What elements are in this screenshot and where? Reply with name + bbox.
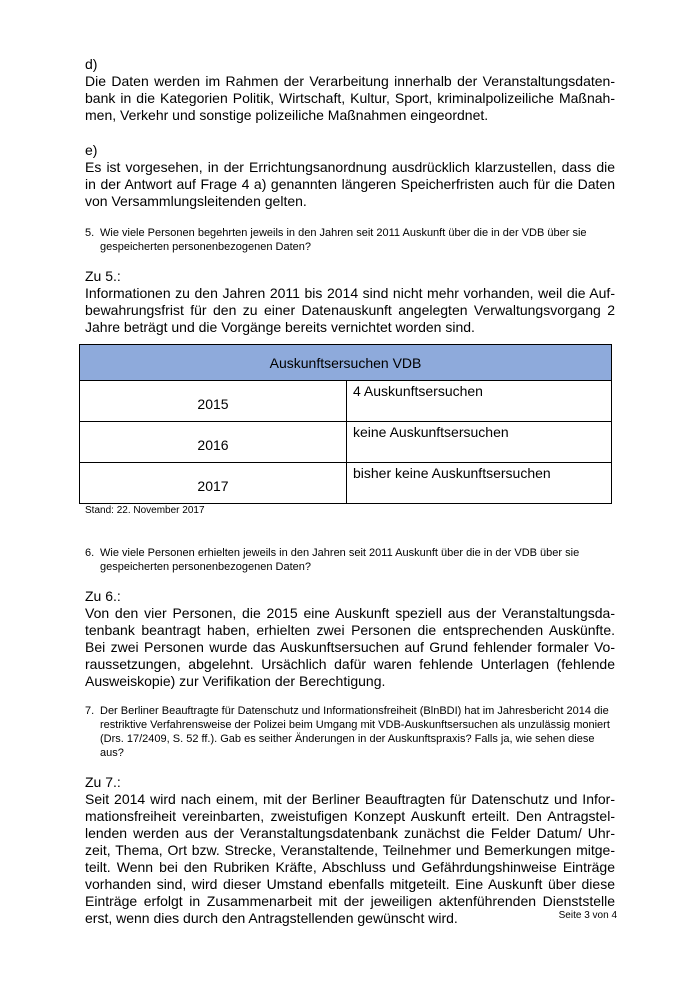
question-5-text: Wie viele Personen begehrten jeweils in den Jahren seit 2011 Auskunft über die in der VDB über sie gespeicherten personenbezogenen Daten?: [100, 227, 587, 253]
table-stand-note: Stand: 22. November 2017: [85, 505, 205, 516]
page-number-footer: Seite 3 von 4: [558, 910, 617, 921]
question-7-number: 7.: [85, 705, 95, 717]
table-value-cell: bisher keine Auskunftsersuchen: [347, 463, 612, 504]
answer-6-label: Zu 6.:: [85, 588, 121, 604]
answer-5-text: Informationen zu den Jahren 2011 bis 2014 sind nicht mehr vorhanden, weil die Aufbewahrungsfrist für den zu einer Datenauskunft angelegten Verwaltungsvorgang 2 Jahre beträgt und die Vorgänge bereits vernichtet worden sind.: [85, 285, 615, 335]
answer-5-label: Zu 5.:: [85, 268, 121, 284]
section-e-label: e): [85, 142, 98, 158]
table-row: [80, 422, 612, 463]
question-6-text: Wie viele Personen erhielten jeweils in den Jahren seit 2011 Auskunft über die in der VDB über sie gespeicherten personenbezogenen Daten?: [100, 547, 580, 573]
table-value-cell: 4 Auskunftsersuchen: [347, 381, 612, 422]
question-6-number: 6.: [85, 547, 95, 559]
section-e-text: Es ist vorgesehen, in der Errichtungsanordnung ausdrücklich klarzustellen, dass die in der Antwort auf Frage 4 a) genannten längeren Speicherfristen auch für die Daten von Versammlungsleitenden gelten.: [85, 159, 615, 209]
answer-6-text: Von den vier Personen, die 2015 eine Auskunft speziell aus der Veranstaltungsdatenbank beantragt haben, erhielten zwei Personen die entsprechenden Auskünfte. Bei zwei Personen wurde das Auskunftsersuchen auf Grund fehlender formaler Voraussetzungen, abgelehnt. Ursächlich dafür waren fehlende Unterlagen (fehlende Ausweiskopie) zur Verifikation der Berechtigung.: [85, 605, 615, 689]
section-d-text: Die Daten werden im Rahmen der Verarbeitung innerhalb der Veranstaltungsdatenbank in die Kategorien Politik, Wirtschaft, Kultur, Sport, kriminalpolizeiliche Maßnahmen, Verkehr und sonstige polizeiliche Maßnahmen eingeordnet.: [85, 73, 615, 123]
table-header: Auskunftsersuchen VDB: [80, 345, 612, 381]
table-year-cell: 2015: [80, 381, 347, 422]
answer-7-label: Zu 7.:: [85, 774, 121, 790]
question-7: [85, 704, 615, 760]
table-value-cell: keine Auskunftsersuchen: [347, 422, 612, 463]
question-5: [85, 226, 615, 254]
question-5-number: 5.: [85, 227, 95, 239]
question-7-text: Der Berliner Beauftragte für Datenschutz und Informationsfreiheit (BlnBDI) hat im Jahresbericht 2014 die restriktive Verfahrensweise der Polizei beim Umgang mit VDB-Auskunftsersuchen als unzulässig moniert (Drs. 17/2409, S. 52 ff.). Gab es seither Änderungen in der Auskunftspraxis? Falls ja, wie sehen diese aus?: [100, 705, 610, 759]
auskunftsersuchen-table: [79, 344, 612, 504]
table-year-cell: 2017: [80, 463, 347, 504]
document-page: [85, 56, 615, 927]
table-year-cell: 2016: [80, 422, 347, 463]
table-row: [80, 463, 612, 504]
section-d-label: d): [85, 56, 98, 72]
question-6: [85, 546, 615, 574]
table-row: [80, 381, 612, 422]
answer-7-text: Seit 2014 wird nach einem, mit der Berliner Beauftragten für Datenschutz und Informationsfreiheit vereinbarten, zweistufigen Konzept Auskunft erteilt. Den Antragstellenden werden aus der Veranstaltungsdatenbank zunächst die Felder Datum/ Uhrzeit, Thema, Ort bzw. Strecke, Veranstaltende, Teilnehmer und Bemerkungen mitgeteilt. Wenn bei den Rubriken Kräfte, Abschluss und Gefährdungshinweise Einträge vorhanden sind, wird dieser Umstand ebenfalls mitgeteilt. Eine Auskunft über diese Einträge erfolgt in Zusammenarbeit mit der jeweiligen aktenführenden Dienststelle erst, wenn dies durch den Antragstellenden gewünscht wird.: [85, 791, 615, 926]
